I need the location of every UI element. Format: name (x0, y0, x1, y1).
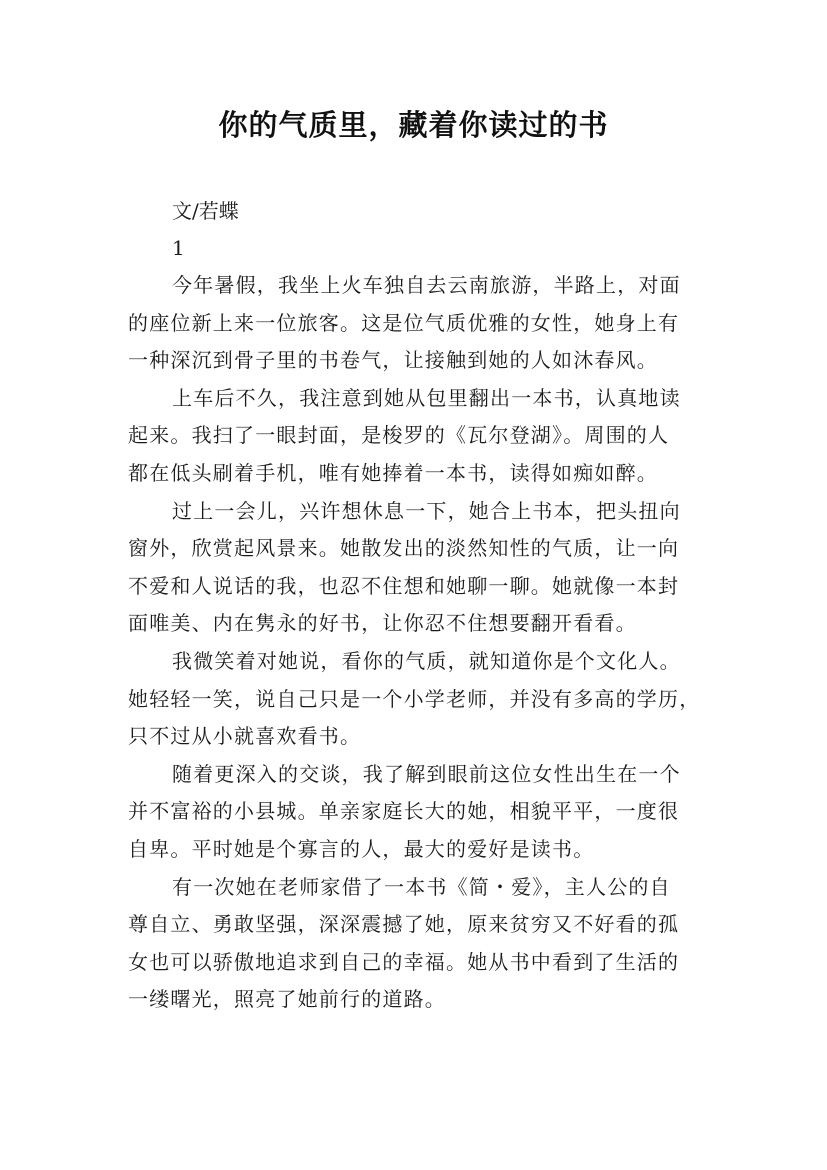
paragraph-list (128, 267, 713, 1019)
paragraph-line: 随着更深入的交谈，我了解到眼前这位女性出生在一个 (172, 761, 681, 786)
paragraph-line: 她轻轻一笑，说自己只是一个小学老师，并没有多高的学历， (128, 686, 701, 711)
paragraph-line: 窗外，欣赏起风景来。她散发出的淡然知性的气质，让一向 (128, 536, 680, 561)
paragraph (128, 380, 713, 493)
paragraph (128, 869, 713, 1019)
paragraph (128, 756, 713, 869)
paragraph-line: 只不过从小就喜欢看书。 (128, 724, 362, 749)
paragraph-line: 自卑。平时她是个寡言的人，最大的爱好是读书。 (128, 836, 595, 861)
paragraph-line: 一种深沉到骨子里的书卷气，让接触到她的人如沐春风。 (128, 348, 658, 373)
paragraph-line: 并不富裕的小县城。单亲家庭长大的她，相貌平平，一度很 (128, 799, 680, 824)
article-title: 你的气质里，藏着你读过的书 (218, 108, 609, 142)
paragraph-line: 有一次她在老师家借了一本书《简・爱》，主人公的自 (172, 874, 671, 899)
article-body (128, 193, 713, 1019)
paragraph-line: 一缕曙光，照亮了她前行的道路。 (128, 987, 446, 1012)
section-number: 1 (172, 236, 185, 260)
paragraph-line: 都在低头刷着手机，唯有她捧着一本书，读得如痴如醉。 (128, 460, 658, 485)
paragraph (128, 643, 713, 756)
author-byline: 文/若蝶 (172, 199, 239, 223)
paragraph-line: 面唯美、内在隽永的好书，让你忍不住想要翻开看看。 (128, 611, 637, 636)
paragraph-line: 我微笑着对她说，看你的气质，就知道你是个文化人。 (172, 648, 681, 673)
paragraph-line: 的座位新上来一位旅客。这是位气质优雅的女性，她身上有 (128, 310, 680, 335)
paragraph-line: 尊自立、勇敢坚强，深深震撼了她，原来贫穷又不好看的孤 (128, 912, 680, 937)
paragraph-line: 不爱和人说话的我，也忍不住想和她聊一聊。她就像一本封 (128, 573, 680, 598)
paragraph-line: 过上一会儿，兴许想休息一下，她合上书本，把头扭向 (172, 498, 681, 523)
paragraph-line: 上车后不久，我注意到她从包里翻出一本书，认真地读 (172, 385, 681, 410)
paragraph-line: 今年暑假，我坐上火车独自去云南旅游，半路上，对面 (172, 273, 681, 297)
paragraph (128, 493, 713, 643)
paragraph (128, 267, 713, 380)
paragraph-line: 起来。我扫了一眼封面，是梭罗的《瓦尔登湖》。周围的人 (128, 423, 670, 448)
paragraph-line: 女也可以骄傲地追求到自己的幸福。她从书中看到了生活的 (128, 949, 680, 974)
